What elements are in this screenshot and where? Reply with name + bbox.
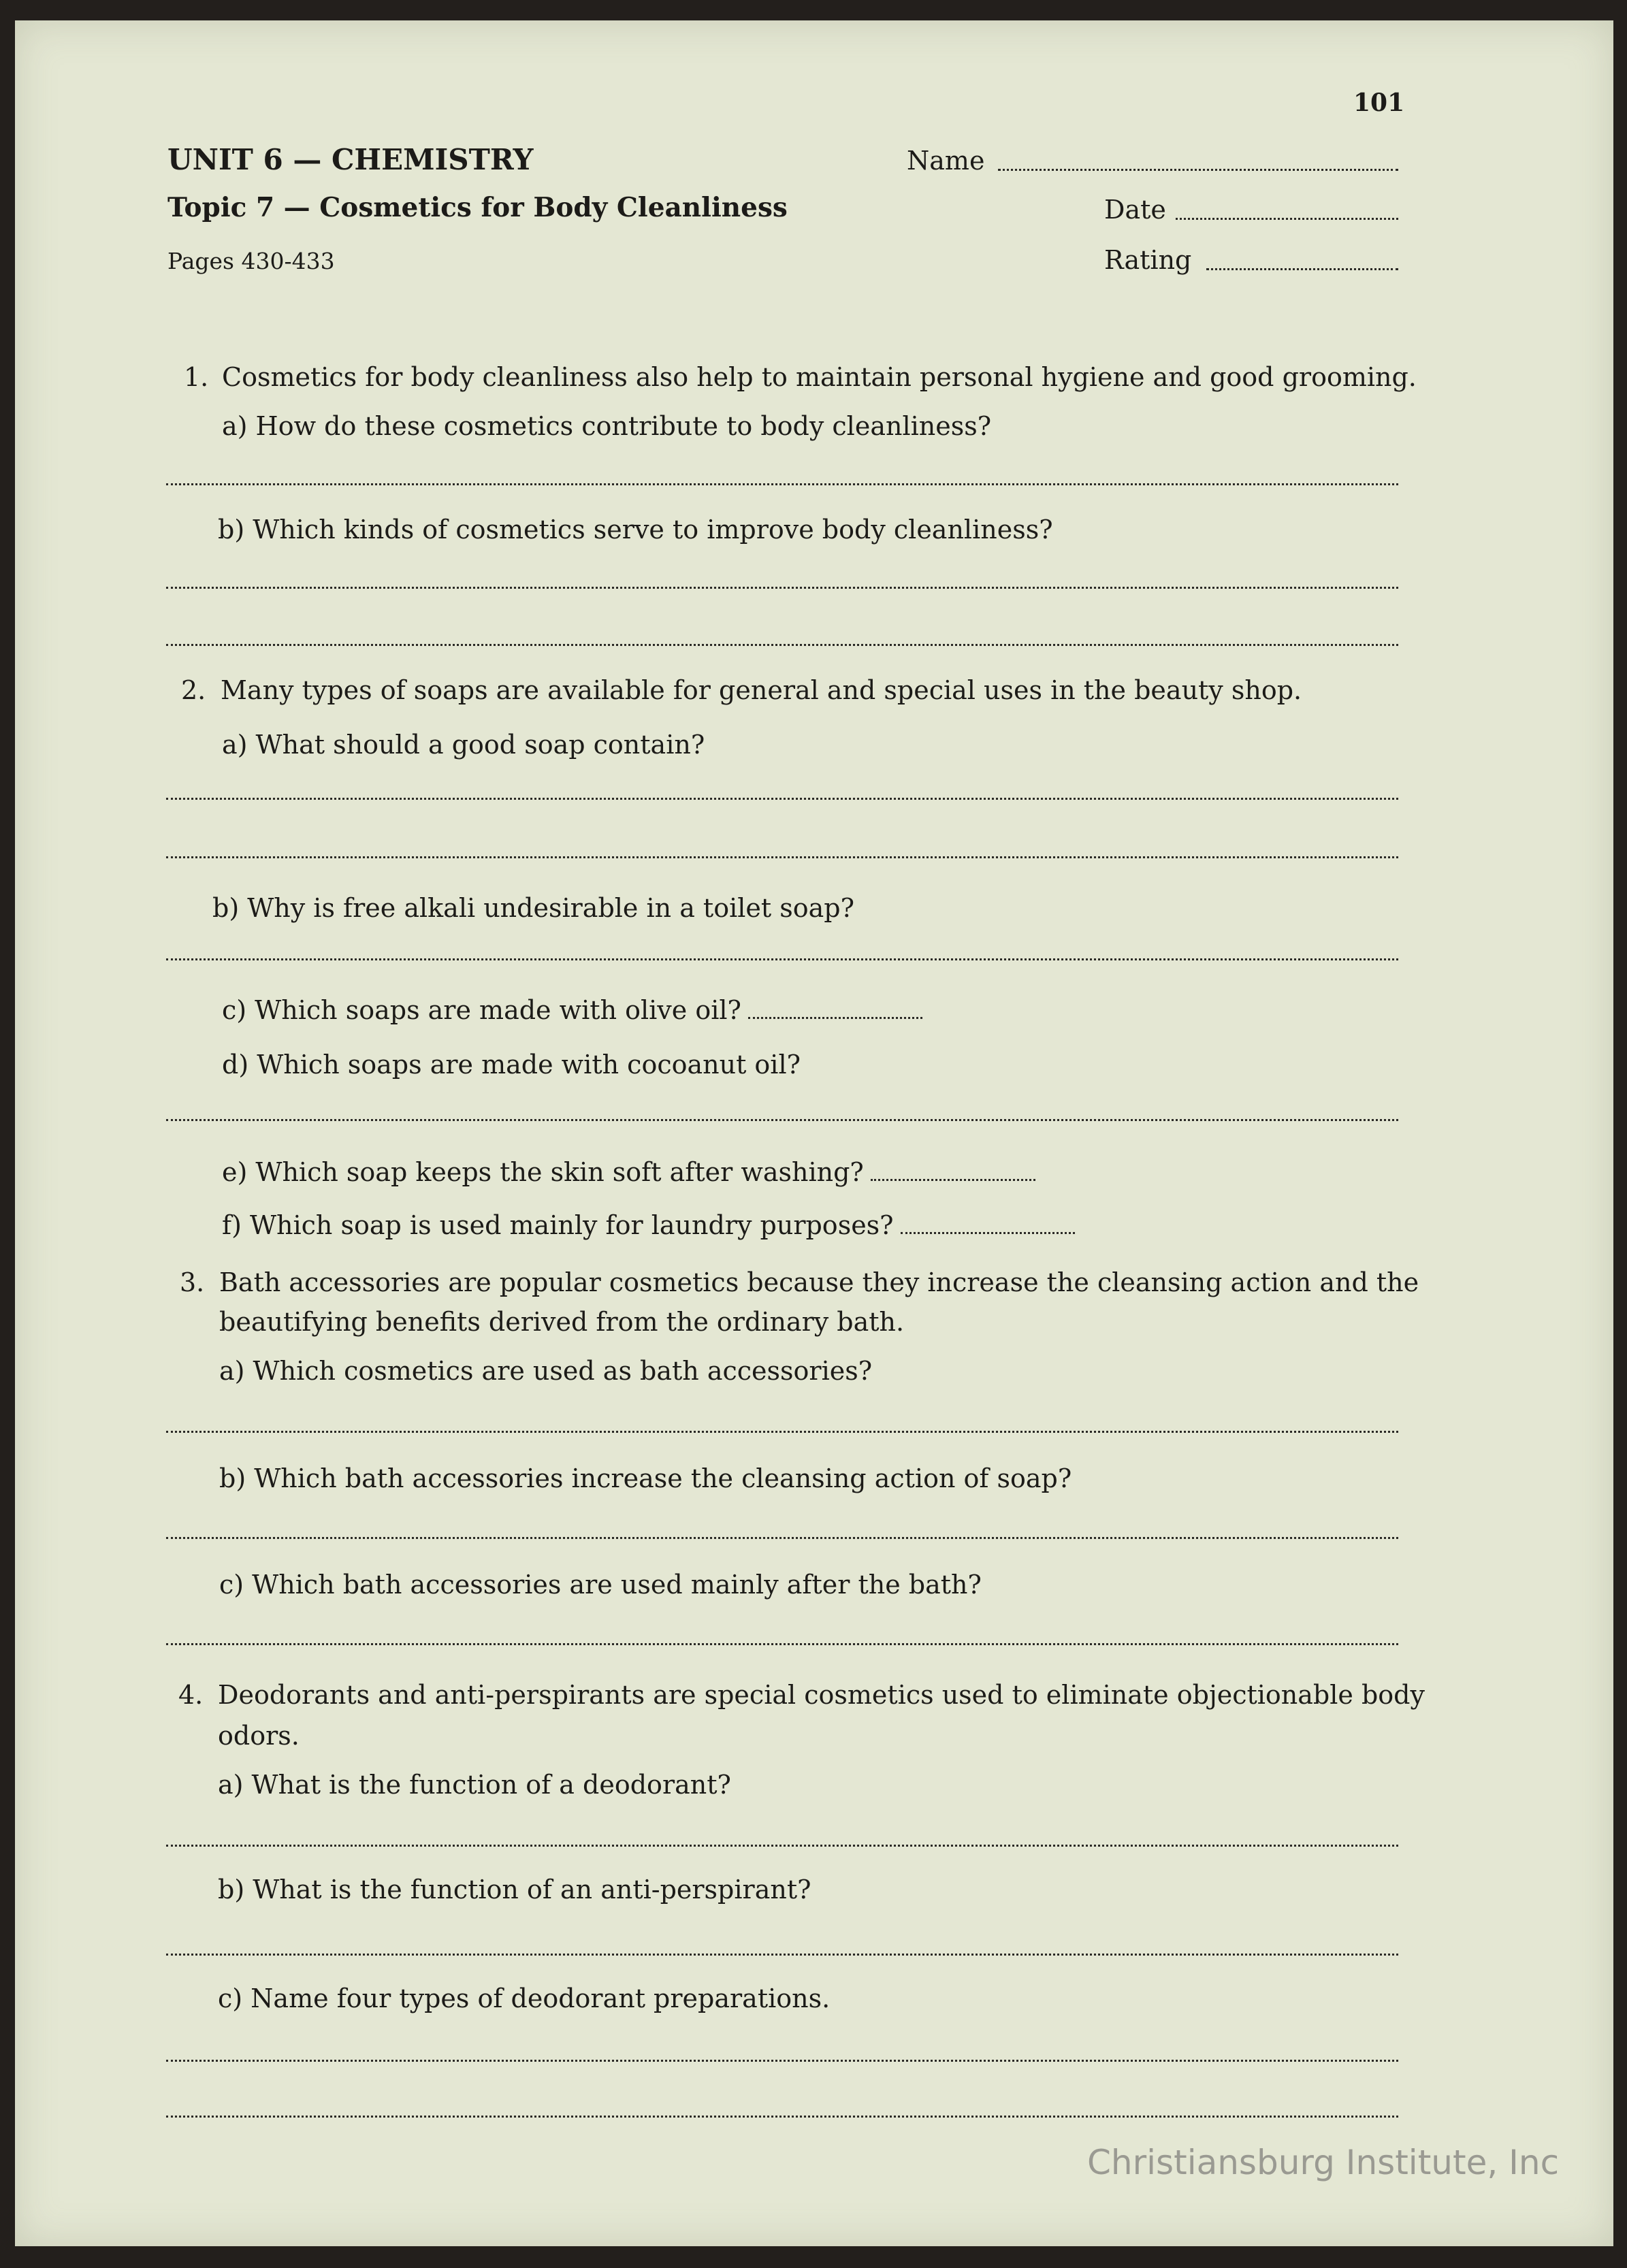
question-4c: c) Name four types of deodorant preparations. — [218, 1983, 831, 2013]
worksheet-page — [15, 20, 1613, 2246]
answer-line-4b[interactable] — [166, 1954, 1398, 1956]
answer-line-2d[interactable] — [166, 1119, 1398, 1121]
answer-line-3b[interactable] — [166, 1537, 1398, 1539]
question-1a: a) How do these cosmetics contribute to body cleanliness? — [222, 411, 992, 441]
question-4-text-line-1: Deodorants and anti-perspirants are special cosmetics used to eliminate objectionable body — [218, 1680, 1425, 1710]
answer-line-2b[interactable] — [166, 958, 1398, 960]
topic-title: Topic 7 — Cosmetics for Body Cleanliness — [167, 192, 788, 223]
answer-line-4c-2[interactable] — [166, 2116, 1398, 2118]
answer-line-2a-2[interactable] — [166, 856, 1398, 858]
unit-title: UNIT 6 — CHEMISTRY — [167, 143, 534, 176]
question-3b: b) Which bath accessories increase the cleansing action of soap? — [219, 1463, 1072, 1493]
answer-line-2f[interactable] — [901, 1232, 1075, 1234]
question-4-number: 4. — [178, 1680, 204, 1710]
answer-line-2c[interactable] — [748, 1017, 922, 1019]
question-2a: a) What should a good soap contain? — [222, 730, 705, 760]
question-2d: d) Which soaps are made with cocoanut oil? — [222, 1050, 801, 1080]
question-2e-row — [222, 1157, 1035, 1187]
question-1b: b) Which kinds of cosmetics serve to improve body cleanliness? — [218, 515, 1053, 545]
question-2c: c) Which soaps are made with olive oil? — [222, 995, 741, 1025]
question-2-number: 2. — [181, 675, 206, 705]
question-2f: f) Which soap is used mainly for laundry purposes? — [222, 1210, 894, 1240]
question-2c-row — [222, 995, 922, 1025]
date-label: Date — [1104, 195, 1166, 225]
answer-line-1b-2[interactable] — [166, 644, 1398, 646]
question-4b: b) What is the function of an anti-perspirant? — [218, 1875, 811, 1905]
question-2-text: Many types of soaps are available for general and special uses in the beauty shop. — [221, 675, 1302, 705]
answer-line-2a-1[interactable] — [166, 798, 1398, 800]
question-2e: e) Which soap keeps the skin soft after washing? — [222, 1157, 864, 1187]
question-2b: b) Why is free alkali undesirable in a toilet soap? — [212, 893, 854, 923]
answer-line-3c[interactable] — [166, 1643, 1398, 1645]
pages-reference: Pages 430-433 — [167, 248, 335, 274]
rating-label: Rating — [1104, 245, 1192, 275]
question-1-text: Cosmetics for body cleanliness also help to maintain personal hygiene and good grooming. — [222, 362, 1417, 392]
question-4-text-line-2: odors. — [218, 1721, 300, 1751]
name-field[interactable] — [998, 169, 1398, 171]
question-3-text-line-1: Bath accessories are popular cosmetics because they increase the cleansing action and the — [219, 1267, 1419, 1297]
answer-line-2e[interactable] — [871, 1179, 1035, 1181]
question-3c: c) Which bath accessories are used mainly after the bath? — [219, 1570, 982, 1600]
answer-line-1b-1[interactable] — [166, 587, 1398, 589]
question-3-text-line-2: beautifying benefits derived from the ordinary bath. — [219, 1307, 905, 1337]
question-3-number: 3. — [180, 1267, 205, 1297]
name-label: Name — [907, 146, 985, 176]
watermark: Christiansburg Institute, Inc — [1087, 2143, 1560, 2182]
question-2f-row — [222, 1210, 1075, 1240]
answer-line-4c-1[interactable] — [166, 2060, 1398, 2062]
page-number: 101 — [1353, 88, 1405, 117]
question-3a: a) Which cosmetics are used as bath accessories? — [219, 1356, 873, 1386]
answer-line-4a[interactable] — [166, 1845, 1398, 1847]
answer-line-1a[interactable] — [166, 483, 1398, 485]
rating-field[interactable] — [1206, 268, 1398, 270]
answer-line-3a[interactable] — [166, 1431, 1398, 1433]
question-4a: a) What is the function of a deodorant? — [218, 1770, 731, 1800]
date-field[interactable] — [1176, 218, 1398, 220]
question-1-number: 1. — [184, 362, 209, 392]
